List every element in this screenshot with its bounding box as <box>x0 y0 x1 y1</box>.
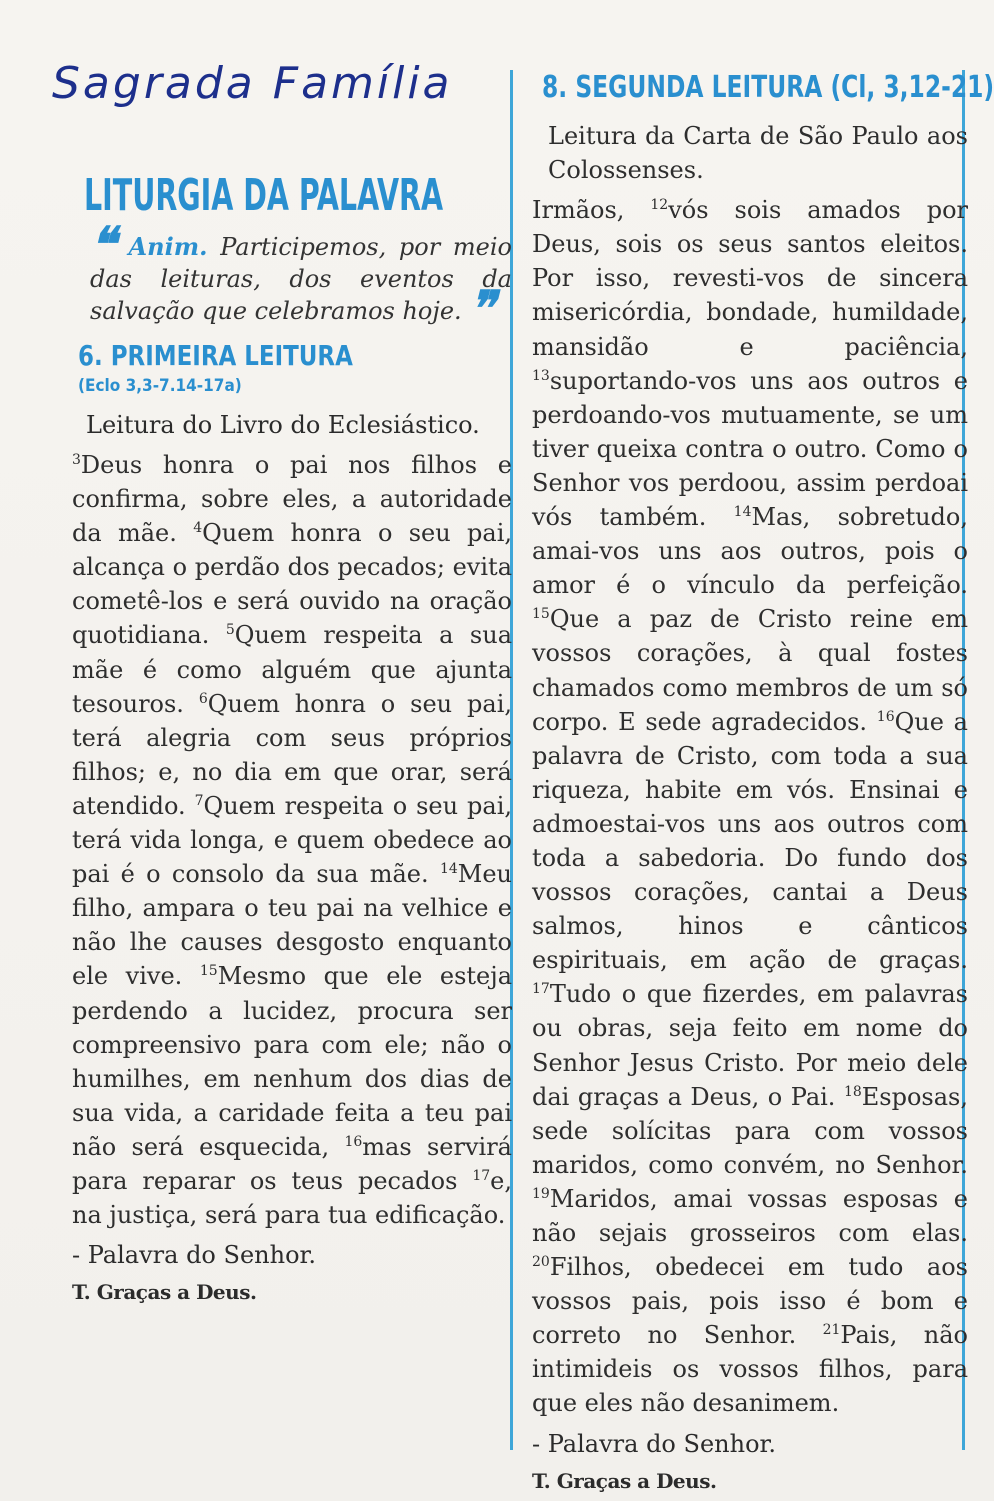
verse-number: 15 <box>532 606 550 623</box>
verse-text: Esposas, sede solícitas para com vossos maridos, como convém, no Senhor. <box>532 1082 968 1179</box>
verse-text: Maridos, amai vossas esposas e não sejais grosseiros com elas. <box>532 1184 968 1247</box>
verse-text: e, na justiça, será para tua edificação. <box>72 1166 512 1230</box>
verse-text: Mesmo que ele esteja perdendo a lucidez, procura ser compreensivo para com ele; não o humilhes, em nenhum dos dias de sua vida, a caridade feita a teu pai não será esquecida, <box>72 962 512 1161</box>
verse-text: Quem honra o seu pai, terá alegria com seus próprios filhos; e, no dia em que orar, será atendido. <box>72 689 512 820</box>
first-reading-reference: (Eclo 3,3-7.14-17a) <box>78 376 242 396</box>
first-reading-intro: Leitura do Livro do Eclesiástico. <box>86 411 480 439</box>
left-column <box>72 170 512 1304</box>
verse-text: Meu filho, ampara o teu pai na velhice e não lhe causes desgosto enquanto ele vive. <box>72 860 512 991</box>
verse-text: Quem respeita a sua mãe é como alguém que ajunta tesouros. <box>72 621 512 718</box>
verse-number: 17 <box>532 981 550 998</box>
animator-text: Participemos, por meio das leituras, dos eventos da salvação que celebramos hoje. <box>90 233 512 325</box>
second-reading-closing: - Palavra do Senhor. <box>532 1429 776 1458</box>
close-quote-icon: ❞ <box>469 281 496 337</box>
verse-lead: Irmãos, <box>532 196 651 225</box>
verse-number: 13 <box>532 367 550 384</box>
first-reading-text <box>72 448 512 1232</box>
verse-text: Mas, sobretudo, amai-vos uns aos outros, pois o amor é o vínculo da perfeição. <box>532 503 968 600</box>
verse-text: suportando-vos uns aos outros e perdoando-vos mutuamente, se um tiver queixa contra o outro. Como o Senhor vos perdoou, assim perdoai vós também. <box>532 366 968 532</box>
verse-number: 12 <box>650 197 669 214</box>
first-reading-closing: - Palavra do Senhor. <box>72 1241 316 1270</box>
verse-number: 5 <box>225 622 235 639</box>
verse-text: Deus honra o pai nos filhos e confirma, sobre eles, a autoridade da mãe. <box>72 451 512 548</box>
verse-text: Quem honra o seu pai, alcança o perdão dos pecados; evita cometê-los e será ouvido na oração quotidiana. <box>72 519 513 650</box>
verse-number: 19 <box>532 1185 550 1202</box>
verse-number: 18 <box>843 1083 862 1100</box>
verse-number: 16 <box>344 1133 363 1150</box>
verse-text: vós sois amados por Deus, sois os seus santos eleitos. Por isso, revesti-vos de sincera misericórdia, bondade, humildade, mansidão e paciência, <box>532 196 968 361</box>
animator-label: Anim. <box>128 232 208 261</box>
verse-text: mas servirá para reparar os teus pecados <box>72 1132 512 1195</box>
second-reading-response: T. Graças a Deus. <box>532 1468 717 1493</box>
first-reading-response: T. Graças a Deus. <box>72 1280 257 1305</box>
verse-number: 14 <box>733 504 752 521</box>
verse-number: 6 <box>198 690 208 707</box>
verse-number: 17 <box>472 1167 491 1184</box>
verse-text: Pais, não intimideis os vossos filhos, para que eles não desanimem. <box>532 1321 968 1418</box>
verse-text: Que a paz de Cristo reine em vossos corações, à qual fostes chamados como membros de um só corpo. E sede agradecidos. <box>532 605 968 736</box>
second-reading-text <box>532 193 968 1420</box>
verse-number: 3 <box>72 452 81 468</box>
section-heading: LITURGIA DA PALAVRA <box>84 170 444 221</box>
second-reading-title: 8. SEGUNDA LEITURA (Cl, 3,12-21) <box>542 70 994 105</box>
verse-number: 16 <box>876 708 895 725</box>
second-reading-intro: Leitura da Carta de São Paulo aos Colossenses. <box>548 122 968 185</box>
open-quote-icon: ❝ <box>90 217 116 273</box>
verse-text: Filhos, obedecei em tudo aos vossos pais, pois isso é bom e correto no Senhor. <box>532 1253 968 1350</box>
animator-invitation <box>90 217 512 337</box>
right-column <box>532 62 994 1493</box>
verse-text: Quem respeita o seu pai, terá vida longa, e quem obedece ao pai é o consolo da sua mãe. <box>72 791 512 889</box>
first-reading-title: 6. PRIMEIRA LEITURA <box>78 339 353 372</box>
verse-number: 15 <box>199 963 218 980</box>
verse-number: 7 <box>194 792 204 809</box>
verse-number: 20 <box>532 1254 550 1271</box>
verse-text: Que a palavra de Cristo, com toda a sua riqueza, habite em vós. Ensinai e admoestai-vos uns aos outros com toda a sabedoria. Do fundo dos vossos corações, cantai a Deus salmos, hinos e cânticos espirituais, em ação de graças. <box>532 707 968 975</box>
handwritten-title: Sagrada Família <box>52 58 453 109</box>
verse-number: 14 <box>439 861 458 878</box>
verse-number: 21 <box>822 1322 841 1339</box>
verse-number: 4 <box>193 520 203 537</box>
verse-text: Tudo o que fizerdes, em palavras ou obras, seja feito em nome do Senhor Jesus Cristo. Por meio dele dai graças a Deus, o Pai. <box>532 980 968 1111</box>
